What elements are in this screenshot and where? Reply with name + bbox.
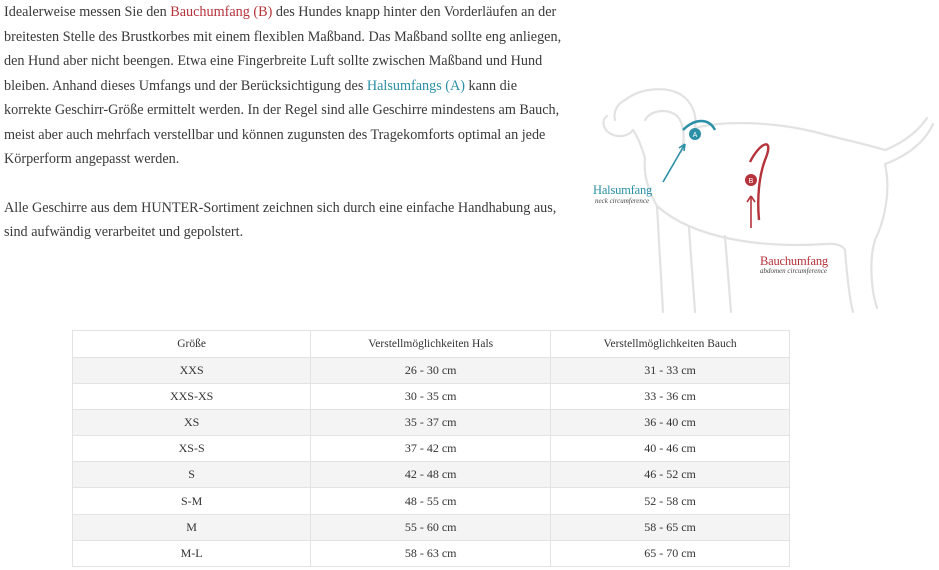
table-header-row bbox=[73, 331, 790, 358]
belly-range-cell: 46 - 52 cm bbox=[551, 462, 790, 488]
marker-b-label: B bbox=[748, 178, 754, 185]
size-cell: S-M bbox=[73, 488, 311, 514]
header-belly-range: Verstellmöglichkeiten Bauch bbox=[551, 331, 790, 358]
table-row bbox=[73, 514, 790, 540]
intro-text-segment: Idealerweise messen Sie den bbox=[4, 4, 171, 20]
neck-range-cell: 35 - 37 cm bbox=[311, 410, 551, 436]
neck-sublabel: neck circumference bbox=[595, 197, 650, 205]
neck-range-cell: 26 - 30 cm bbox=[311, 358, 551, 384]
intro-text-segment: des Hundes knapp hinter den Vorderläufen an der breitesten Stelle des Brustkorbes mit einem flexiblen Maßband. Das Maßband sollte eng anliegen, den Hund aber nicht beengen. Etwa eine Fingerbreite Luft sollte zwischen Maßband und Hund bleiben. Anhand dieses Umfangs und der Berücksichtigung des bbox=[4, 4, 562, 94]
belly-sublabel: abdomen circumference bbox=[760, 267, 827, 275]
neck-measure-highlight: Halsumfangs (A) bbox=[366, 77, 465, 94]
table-row bbox=[73, 358, 790, 384]
neck-range-cell: 48 - 55 cm bbox=[311, 488, 551, 514]
size-cell: XXS bbox=[73, 358, 311, 384]
size-cell: XS-S bbox=[73, 436, 311, 462]
intro-paragraph-1 bbox=[4, 0, 564, 172]
dog-outline bbox=[604, 89, 933, 312]
belly-range-cell: 36 - 40 cm bbox=[551, 410, 790, 436]
size-table bbox=[72, 330, 790, 567]
size-cell: S bbox=[73, 462, 311, 488]
neck-range-cell: 55 - 60 cm bbox=[311, 514, 551, 540]
belly-range-cell: 52 - 58 cm bbox=[551, 488, 790, 514]
belly-range-cell: 65 - 70 cm bbox=[551, 540, 790, 566]
header-size: Größe bbox=[73, 331, 311, 358]
intro-paragraph-2: Alle Geschirre aus dem HUNTER-Sortiment zeichnen sich durch eine einfache Handhabung aus, sind aufwändig verarbeitet und gepolstert. bbox=[4, 199, 557, 240]
table-row bbox=[73, 436, 790, 462]
header-neck-range: Verstellmöglichkeiten Hals bbox=[311, 331, 551, 358]
table-row bbox=[73, 384, 790, 410]
belly-range-cell: 58 - 65 cm bbox=[551, 514, 790, 540]
neck-range-cell: 42 - 48 cm bbox=[311, 462, 551, 488]
table-row bbox=[73, 410, 790, 436]
intro-text-segment: kann die korrekte Geschirr-Größe ermittelt werden. In der Regel sind alle Geschirre mindestens am Bauch, meist aber auch mehrfach verstellbar und können zugunsten des Tragekomforts optimal an jede Körperform angepasst werden. bbox=[4, 77, 560, 167]
table-row bbox=[73, 462, 790, 488]
size-cell: XS bbox=[73, 410, 311, 436]
neck-range-cell: 58 - 63 cm bbox=[311, 540, 551, 566]
belly-measure-highlight: Bauchumfang (B) bbox=[170, 4, 273, 20]
size-cell: XXS-XS bbox=[73, 384, 311, 410]
table-row bbox=[73, 540, 790, 566]
belly-range-cell: 33 - 36 cm bbox=[551, 384, 790, 410]
size-cell: M bbox=[73, 514, 311, 540]
belly-range-cell: 40 - 46 cm bbox=[551, 436, 790, 462]
neck-range-cell: 37 - 42 cm bbox=[311, 436, 551, 462]
belly-range-cell: 31 - 33 cm bbox=[551, 358, 790, 384]
neck-label: Halsumfang bbox=[593, 183, 653, 197]
table-row bbox=[73, 488, 790, 514]
size-cell: M-L bbox=[73, 540, 311, 566]
neck-arrow-line bbox=[663, 144, 685, 182]
neck-range-cell: 30 - 35 cm bbox=[311, 384, 551, 410]
intro-text bbox=[4, 0, 564, 245]
belly-label: Bauchumfang bbox=[760, 254, 828, 268]
marker-a-label: A bbox=[692, 132, 698, 139]
